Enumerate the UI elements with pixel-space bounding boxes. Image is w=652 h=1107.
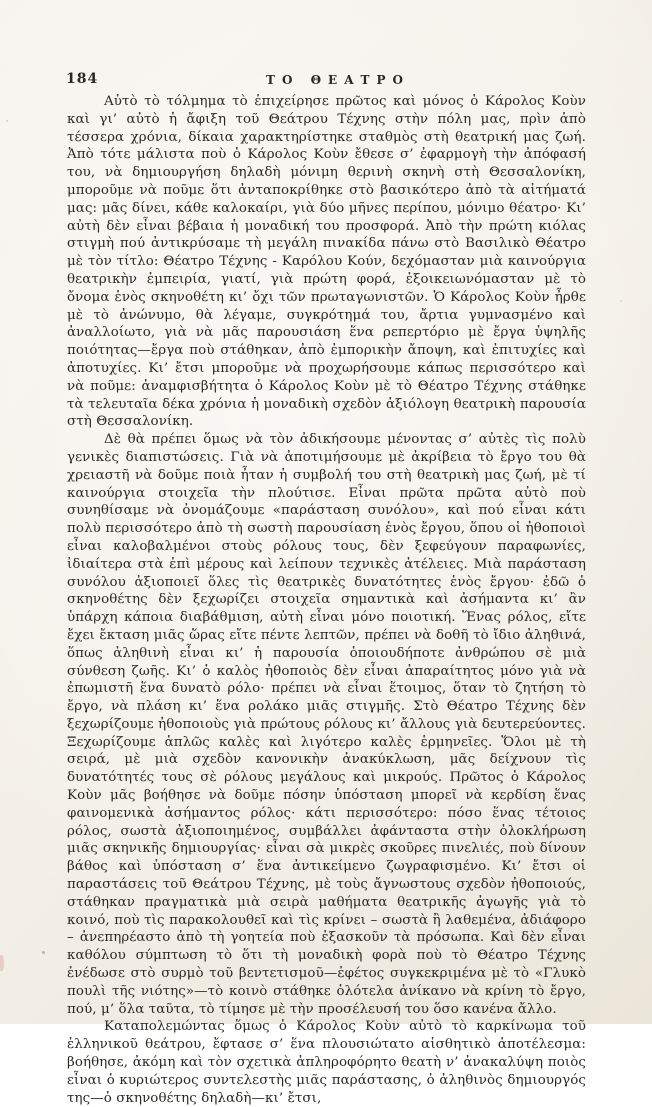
page-header — [66, 71, 592, 89]
paragraph-2: Δὲ θὰ πρέπει ὅμως νὰ τὸν ἀδικήσουμε μένοντας σ’ αὐτὲς τὶς πολὺ γενικὲς διαπιστώσεις. Γιὰ νὰ ἀποτιμήσουμε μὲ ἀκρίβεια τὸ ἔργο του θὰ χρειαστῆ νὰ δοῦμε ποιὰ ἦταν ἡ συμβολή του στὴ θεατρικὴ μας ζωή, μὲ τί καινούργια στοιχεῖα τὴν πλούτισε. Εἶναι πρῶτα πρῶτα αὐτὸ ποὺ συνηθίσαμε νὰ ὀνομάζουμε «παράσταση συνόλου», καὶ πού εἶναι κάτι πολὺ περισσότερο ἀπὸ τὴ σωστὴ παρουσίαση ἑνὸς ἔργου, ὅπου οἱ ἠθοποιοὶ εἶναι καλοβαλμένοι στοὺς ρόλους τους, δὲν ξεφεύγουν παραφωνίες, ἰδιαίτερα στὰ ἐπὶ μέρους καὶ λείπουν τεχνικὲς ἀτέλειες. Μιὰ παράσταση συνόλου ἀξιοποιεῖ ὅλες τὶς θεατρικὲς δυνατότητες ἑνὸς ἔργου· ἐδῶ ὁ σκηνοθέτης δὲν ξεχωρίζει στοιχεῖα σημαντικὰ καὶ ἀσήμαντα κι’ ἂν ὑπάρχη κάποια διαβάθμιση, αὐτὴ εἶναι μόνο ποιοτική. Ἕνας ρόλος, εἴτε ἔχει ἔκταση μιᾶς ὥρας εἴτε πέντε λεπτῶν, πρέπει νὰ δοθῆ τὸ ἴδιο ἀληθινά, ὅπως ἀληθινὴ εἶναι κι’ ἡ παρουσία ὁποιουδήποτε ἀνθρώπου σὲ μιὰ σύνθεση ζωῆς. Κι’ ὁ καλὸς ἠθοποιὸς δὲν εἶναι ἀπαραίτητος μόνο γιὰ νὰ ἐπωμιστῆ ἕνα δυνατὸ ρόλο· πρέπει νὰ εἶναι ἕτοιμος, ὅταν τὸ ζητήση τὸ ἔργο, νὰ πλάση κι’ ἕνα ρολάκο μιᾶς στιγμῆς. Στὸ Θέατρο Τέχνης δὲν ξεχωρίζουμε ἠθοποιοὺς γιὰ πρώτους ρόλους κι’ ἄλλους γιὰ δευτερεύοντες. Ξεχωρίζουμε ἁπλῶς καλὲς καὶ λιγότερο καλὲς ἑρμηνεῖες. Ὅλοι μὲ τὴ σειρά, μὲ μιὰ σχεδὸν κανονικὴν ἀνακύκλωση, μᾶς δείχνουν τὶς δυνατότητές τους σὲ ρόλους μεγάλους καὶ μικρούς. Πρῶτος ὁ Κάρολος Κοὺν μᾶς βοήθησε νὰ δοῦμε πόσην ὑπόσταση μπορεῖ νὰ κερδίση ἕνας φαινομενικὰ ἀσήμαντος ρόλος· κάτι περισσότερο: πόσο ἕνας τέτοιος ρόλος, σωστὰ ἀξιοποιημένος, συμβάλλει ἀφάνταστα στὴν ὁλοκλήρωση μιᾶς σκηνικῆς δημιουργίας· εἶναι σὰ μικρὲς σκοῦρες πινελιές, ποὺ δίνουν βάθος καὶ ὑπόσταση σ’ ἕνα ἀντικείμενο ζωγραφισμένο. Κι’ ἔτσι οἱ παραστάσεις τοῦ Θεάτρου Τέχνης, μὲ τοὺς ἄγνωστους σχεδὸν ἠθοποιούς, στάθηκαν πραγματικὰ μιὰ σειρὰ μαθήματα θεατρικῆς ἀγωγῆς γιὰ τὸ κοινό, ποὺ τὶς παρακολουθεῖ καὶ τὶς κρίνει – σωστὰ ἢ λαθεμένα, ἀδιάφορο – ἀνεπηρέαστο ἀπὸ τὴ γοητεία ποὺ ἐξασκοῦν τὰ πρόσωπα. Καὶ δὲν εἶναι καθόλου σύμπτωση τὸ ὅτι τὴ μοναδικὴ φορὰ ποὺ τὸ Θέατρο Τέχνης ἐνέδωσε στὸ συρμὸ τοῦ βεντετισμοῦ—ἐφέτος συγκεκριμένα μὲ τὸ «Γλυκὸ πουλὶ τῆς νιότης»—τὸ κοινὸ στάθηκε ὁλότελα ἀνίκανο νὰ κρίνη τὸ ἔργο, πού, μ’ ὅλα ταῦτα, τὸ τίμησε μὲ τὴν προσέλευσή του ὅσο κανένα ἄλλο. — [67, 432, 586, 1017]
page-number: 184 — [66, 71, 99, 87]
paragraph-1: Αὐτὸ τὸ τόλμημα τὸ ἐπιχείρησε πρῶτος καὶ μόνος ὁ Κάρολος Κοὺν καὶ γι’ αὐτὸ ἡ ἄφιξη τοῦ Θεάτρου Τέχνης στὴν πόλη μας, πρὶν ἀπὸ τέσσερα χρόνια, δίκαια χαρακτηρίστηκε σταθμὸς στὴ θεατρική μας ζωή. Ἀπὸ τότε μάλιστα ποὺ ὁ Κάρολος Κοὺν ἔθεσε σ’ ἐφαρμογὴ τὴν ἀπόφασή του, νὰ δημιουργήση δηλαδὴ μόνιμη θερινὴ σκηνὴ στὴ Θεσσαλονίκη, μποροῦμε νὰ ποῦμε ὅτι ἀνταποκρίθηκε στὸ βασικότερο ἀπὸ τὰ αἰτήματά μας: μᾶς δίνει, κάθε καλοκαίρι, γιὰ δύο μῆνες περίπου, μόνιμο θέατρο· Κι’ αὐτὴ δὲν εἶναι βέβαια ἡ μοναδική του προσφορά. Ἀπὸ τὴν πρώτη κιόλας στιγμὴ πού ἀντικρύσαμε τὴ μεγάλη πινακίδα πάνω στὸ Βασιλικὸ Θέατρο μὲ τὸν τίτλο: Θέατρο Τέχνης - Καρόλου Κούν, δεχόμασταν μιὰ καινούργια θεατρικὴν ἐμπειρία, γιατί, γιὰ πρώτη φορά, ἐξοικειωνόμασταν μὲ τὸ ὄνομα ἑνὸς σκηνοθέτη κι’ ὄχι τῶν πρωταγωνιστῶν. Ὁ Κάρολος Κοὺν ἦρθε μὲ τὸ ἀνώνυμο, θὰ λέγαμε, συγκρότημά του, ἄρτια γυμνασμένο καὶ ἀναλλοίωτο, γιὰ νὰ μᾶς παρουσιάση ἕνα ρεπερτόριο μὲ ἔργα ὑψηλῆς ποιότητας—ἔργα ποὺ στάθηκαν, ἀπὸ ἐμπορικὴν ἄποψη, καὶ ἐπιτυχίες καὶ ἀποτυχίες. Κι’ ἔτσι μποροῦμε νὰ προχωρήσουμε κάπως περισσότερο καὶ νὰ ποῦμε: ἀναμφισβήτητα ὁ Κάρολος Κοὺν μὲ τὸ Θέατρο Τέχνης στάθηκε τὰ τελευταῖα δέκα χρόνια ἡ μοναδικὴ σχεδὸν ἀξιόλογη θεατρικὴ παρουσία στὴ Θεσσαλονίκη. — [67, 94, 586, 430]
paper-speck — [6, 120, 8, 122]
paper-smudge — [0, 955, 4, 971]
paragraph-3: Καταπολεμώντας ὅμως ὁ Κάρολος Κοὺν αὐτὸ τὸ καρκίνωμα τοῦ ἑλληνικοῦ θεάτρου, ἔφτασε σ’ ἕνα πλουσιώτατο αἰσθητικὸ ἀποτέλεσμα: βοήθησε, ἀκόμη καὶ τὸν σχετικὰ ἀπληροφόρητο θεατὴ ν’ ἀνακαλύψη ποιὸς εἶναι ὁ κυριώτερος συντελεστὴς μιᾶς παράστασης, ὁ ἀληθινὸς δημιουργός της—ὁ σκηνοθέτης δηλαδὴ—κι’ ἔτσι, — [67, 1019, 586, 1106]
body-text — [67, 93, 586, 1107]
paper-speck — [620, 300, 622, 302]
paper-speck — [42, 951, 45, 954]
running-title: ΤΟ ΘΕΑΤΡΟ — [266, 73, 410, 87]
